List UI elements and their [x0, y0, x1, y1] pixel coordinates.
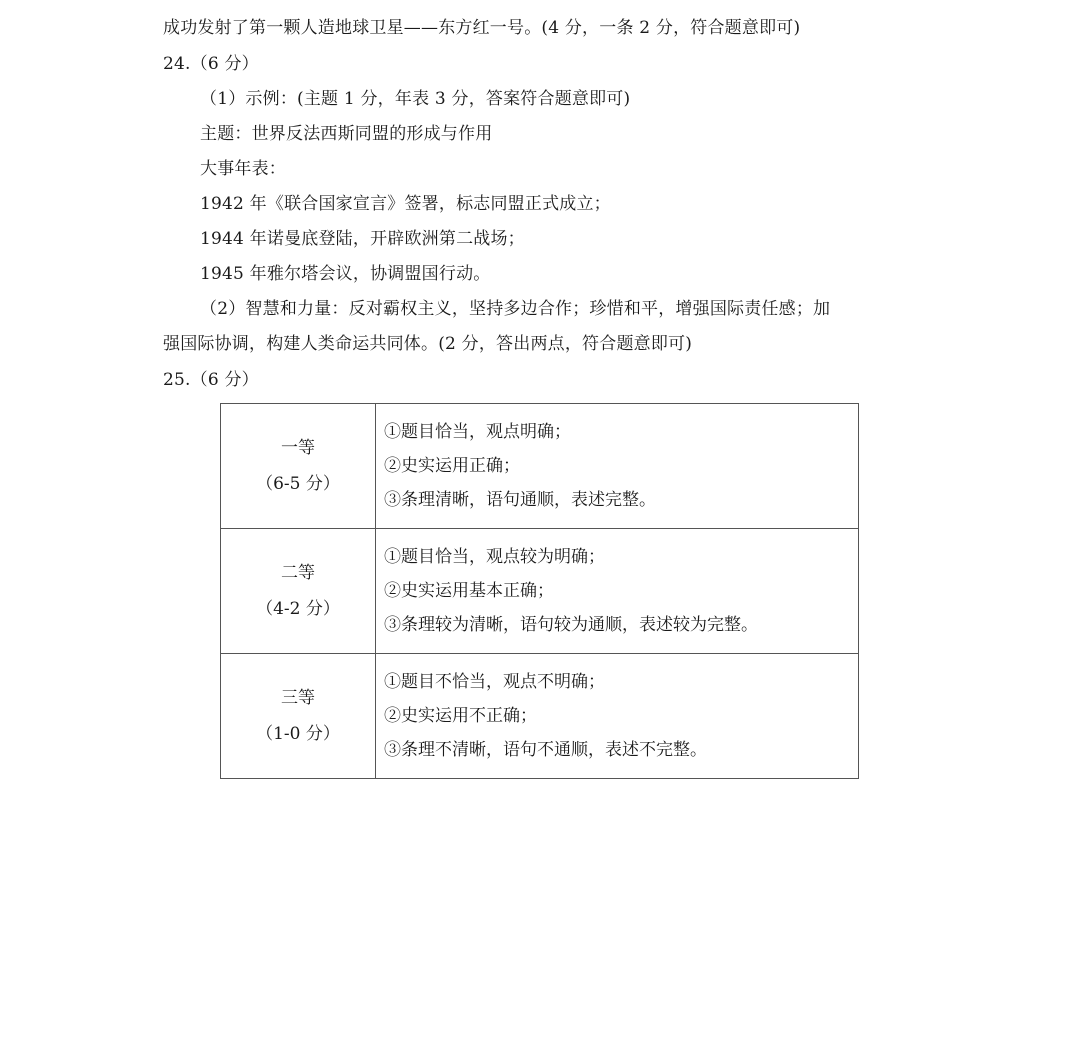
grade-name: 三等: [281, 688, 315, 708]
question-25-header: 25.（6 分）: [163, 370, 259, 390]
criterion-item: ③条理不清晰，语句不通顺，表述不完整。: [384, 740, 707, 760]
grade-cell: [221, 529, 376, 654]
q24-part1-intro: （1）示例：(主题 1 分，年表 3 分，答案符合题意即可): [200, 89, 631, 109]
q24-event-1942: 1942 年《联合国家宣言》签署，标志同盟正式成立；: [200, 194, 611, 214]
q24-event-1944: 1944 年诺曼底登陆，开辟欧洲第二战场；: [200, 229, 525, 249]
answer-line-q23-end: 成功发射了第一颗人造地球卫星——东方红一号。(4 分，一条 2 分，符合题意即可): [163, 18, 801, 38]
criterion-item: ①题目恰当，观点较为明确；: [384, 547, 605, 567]
grade-score-range: （1-0 分）: [256, 724, 340, 744]
criterion-item: ②史实运用正确；: [384, 456, 520, 476]
q24-part2-line2: 强国际协调，构建人类命运共同体。(2 分，答出两点，符合题意即可): [163, 334, 693, 354]
criterion-item: ③条理较为清晰，语句较为通顺，表述较为完整。: [384, 615, 758, 635]
grade-score-range: （6-5 分）: [256, 474, 340, 494]
q24-part2-line1: （2）智慧和力量：反对霸权主义，坚持多边合作；珍惜和平，增强国际责任感；加: [200, 299, 831, 319]
grade-name: 二等: [281, 563, 315, 583]
criteria-cell: [376, 404, 859, 529]
table-row: [221, 529, 859, 654]
criteria-cell: [376, 529, 859, 654]
criteria-cell: [376, 654, 859, 779]
q24-timeline-label: 大事年表：: [200, 159, 286, 179]
criterion-item: ③条理清晰，语句通顺，表述完整。: [384, 490, 656, 510]
grade-name: 一等: [281, 438, 315, 458]
grade-score-range: （4-2 分）: [256, 599, 340, 619]
question-24-header: 24.（6 分）: [163, 54, 259, 74]
criterion-item: ①题目恰当，观点明确；: [384, 422, 571, 442]
q24-event-1945: 1945 年雅尔塔会议，协调盟国行动。: [200, 264, 491, 284]
criterion-item: ②史实运用基本正确；: [384, 581, 554, 601]
q24-theme: 主题：世界反法西斯同盟的形成与作用: [200, 124, 493, 144]
grading-rubric-table: [220, 403, 859, 779]
grade-cell: [221, 404, 376, 529]
table-row: [221, 404, 859, 529]
table-row: [221, 654, 859, 779]
criterion-item: ①题目不恰当，观点不明确；: [384, 672, 605, 692]
criterion-item: ②史实运用不正确；: [384, 706, 537, 726]
grade-cell: [221, 654, 376, 779]
